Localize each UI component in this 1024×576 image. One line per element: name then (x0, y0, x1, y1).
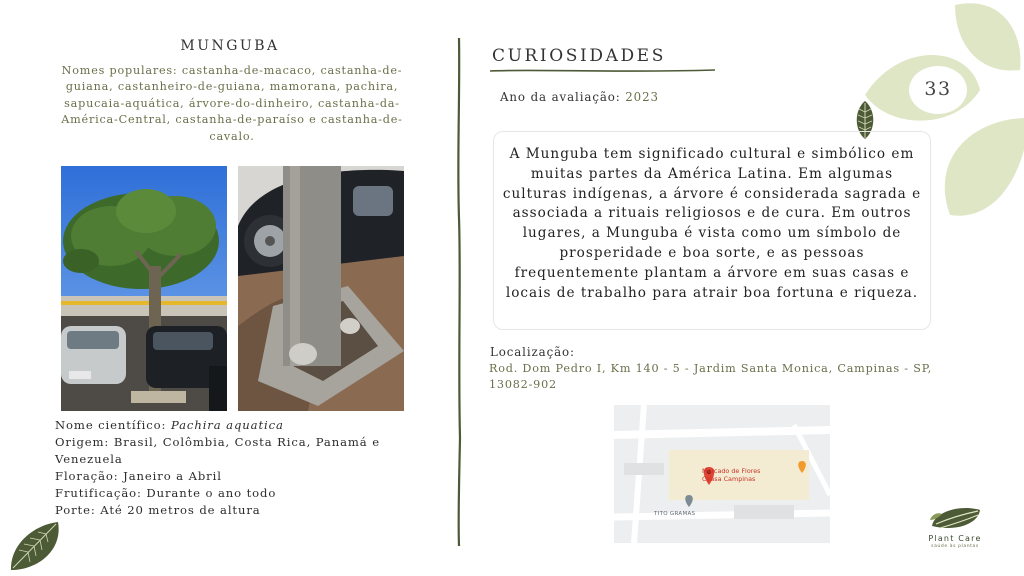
plant-title: MUNGUBA (180, 38, 280, 54)
location-map[interactable] (614, 405, 830, 543)
map-pin-label-line-2: Ceasa Campinas (702, 475, 756, 483)
evaluation-year (500, 90, 659, 104)
flowering: Floração: Janeiro a Abril (55, 469, 222, 483)
location-address: Rod. Dom Pedro I, Km 140 - 5 - Jardim Santa Monica, Campinas - SP, 13082-902 (489, 362, 933, 391)
tree-photo (61, 166, 227, 411)
brand-tagline: saúde às plantas (931, 544, 979, 549)
origin: Origem: Brasil, Colômbia, Costa Rica, Panamá e Venezuela (55, 435, 380, 466)
page-number: 33 (924, 78, 952, 100)
column-divider (454, 38, 464, 546)
curiosities-title: CURIOSIDADES (492, 46, 666, 66)
year-label: Ano da avaliação: (500, 90, 626, 104)
bottom-left-leaf-icon (8, 520, 60, 572)
title-underline (490, 68, 715, 74)
size: Porte: Até 20 metros de altura (55, 503, 261, 517)
plant-facts (55, 417, 435, 519)
curiosities-text: A Munguba tem significado cultural e simbólico em muitas partes da América Latina. Em algumas culturas indígenas, a árvore é considerada sagrada e associada a rituais religiosos e de cura. Em outros lugares, a Munguba é vista como um símbolo de prosperidade e boa sorte, e as pessoas frequentemente plantam a árvore em suas casas e locais de trabalho para atrair boa fortuna e riqueza. (502, 146, 922, 301)
map-pin-label-line-1: Mercado de Flores (702, 467, 761, 475)
popular-names-value: castanha-de-macaco, castanha-de-guiana, castanheiro-de-guiana, mamorana, pachira, sapucaia-aquática, árvore-do-dinheiro, castanha-da-América-Central, castanha-de-paraíso e castanha-de-cavalo. (61, 64, 403, 143)
fruiting: Frutificação: Durante o ano todo (55, 486, 277, 500)
popular-names-label: Nomes populares: (61, 64, 178, 77)
map-secondary-label: TITO GRAMAS (654, 511, 696, 517)
year-value: 2023 (625, 90, 659, 104)
scientific-name-line (55, 417, 435, 434)
trunk-photo (238, 166, 404, 411)
scientific-name-label: Nome científico: (55, 418, 171, 432)
scientific-name: Pachira aquatica (170, 418, 284, 432)
location-label: Localização: (490, 345, 575, 359)
brand-name: Plant Care (928, 534, 982, 543)
popular-names (40, 63, 424, 145)
map-pin-label (702, 467, 761, 483)
